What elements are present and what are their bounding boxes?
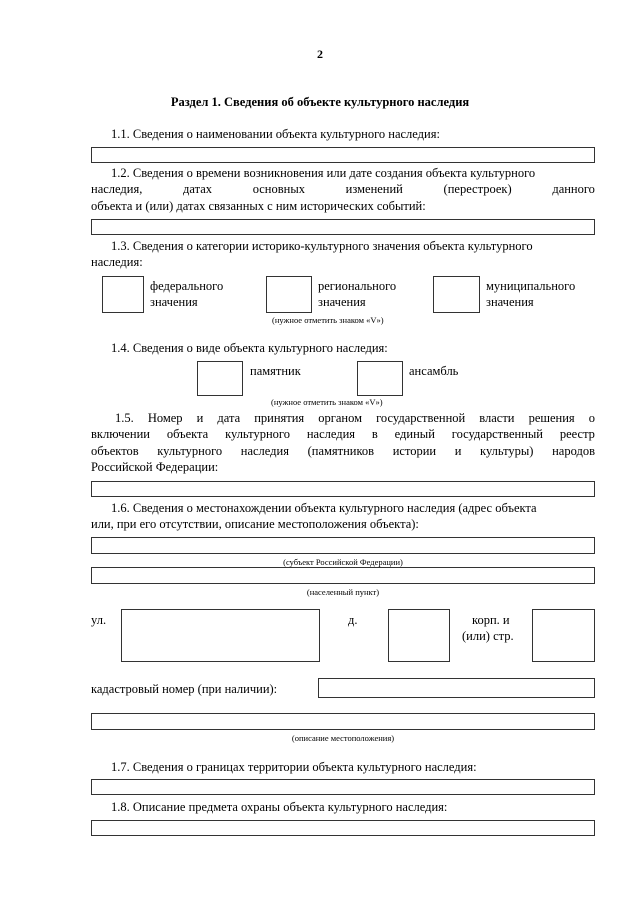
s1-3-line1: 1.3. Сведения о категории историко-культурного значения объекта культурного — [111, 239, 533, 253]
s1-7-boundaries-field[interactable] — [91, 779, 595, 795]
type-monument-label: памятник — [250, 364, 301, 378]
category-federal-label-1: федерального — [150, 279, 224, 293]
category-regional-checkbox[interactable] — [266, 276, 312, 313]
s1-8-protection-field[interactable] — [91, 820, 595, 836]
type-ensemble-checkbox[interactable] — [357, 361, 403, 396]
page-number: 2 — [317, 47, 323, 61]
s1-4-label: 1.4. Сведения о виде объекта культурного наследия: — [111, 341, 388, 355]
s1-2-dates-field[interactable] — [91, 219, 595, 235]
section-title: Раздел 1. Сведения об объекте культурного наследия — [170, 95, 470, 109]
category-municipal-checkbox[interactable] — [433, 276, 480, 313]
house-label: д. — [348, 613, 358, 627]
s1-3-line2: наследия: — [91, 255, 143, 269]
settlement-hint: (населенный пункт) — [306, 587, 380, 597]
building-label-2: (или) стр. — [462, 629, 514, 643]
category-municipal-label-2: значения — [486, 295, 534, 309]
s1-5-line3: объектов культурного наследия (памятников истории и культуры) народов — [91, 444, 595, 458]
type-ensemble-label: ансамбль — [409, 364, 459, 378]
settlement-field[interactable] — [91, 567, 595, 584]
cadastral-number-field[interactable] — [318, 678, 595, 698]
cadastral-label: кадастровый номер (при наличии): — [91, 682, 278, 696]
category-federal-label-2: значения — [150, 295, 198, 309]
s1-5-registry-field[interactable] — [91, 481, 595, 497]
category-regional-label-2: значения — [318, 295, 366, 309]
s1-3-hint: (нужное отметить знаком «V») — [272, 315, 384, 325]
building-label-1: корп. и — [472, 613, 510, 627]
s1-4-hint: (нужное отметить знаком «V») — [271, 397, 383, 407]
building-field[interactable] — [532, 609, 595, 662]
category-municipal-label-1: муниципального — [486, 279, 576, 293]
subject-hint: (субъект Российской Федерации) — [283, 557, 403, 567]
category-federal-checkbox[interactable] — [102, 276, 144, 313]
house-field[interactable] — [388, 609, 450, 662]
s1-6-line1: 1.6. Сведения о местонахождении объекта культурного наследия (адрес объекта — [111, 501, 537, 515]
location-hint: (описание местоположения) — [291, 733, 395, 743]
street-field[interactable] — [121, 609, 320, 662]
s1-8-label: 1.8. Описание предмета охраны объекта культурного наследия: — [111, 800, 448, 814]
s1-5-line1: 1.5. Номер и дата принятия органом государственной власти решения о — [115, 411, 595, 425]
s1-2-line2: наследия, датах основных изменений (перестроек) данного — [91, 182, 595, 196]
location-description-field[interactable] — [91, 713, 595, 730]
s1-5-line4: Российской Федерации: — [91, 460, 219, 474]
s1-7-label: 1.7. Сведения о границах территории объекта культурного наследия: — [111, 760, 477, 774]
type-monument-checkbox[interactable] — [197, 361, 243, 396]
s1-2-line3: объекта и (или) датах связанных с ним исторических событий: — [91, 199, 426, 213]
s1-6-line2: или, при его отсутствии, описание местоположения объекта): — [91, 517, 419, 531]
category-regional-label-1: регионального — [318, 279, 397, 293]
subject-field[interactable] — [91, 537, 595, 554]
s1-2-line1: 1.2. Сведения о времени возникновения или дате создания объекта культурного — [111, 166, 536, 180]
street-label: ул. — [91, 613, 107, 627]
s1-1-name-field[interactable] — [91, 147, 595, 163]
s1-5-line2: включении объекта культурного наследия в единый государственный реестр — [91, 427, 595, 441]
s1-1-label: 1.1. Сведения о наименовании объекта культурного наследия: — [111, 127, 440, 141]
